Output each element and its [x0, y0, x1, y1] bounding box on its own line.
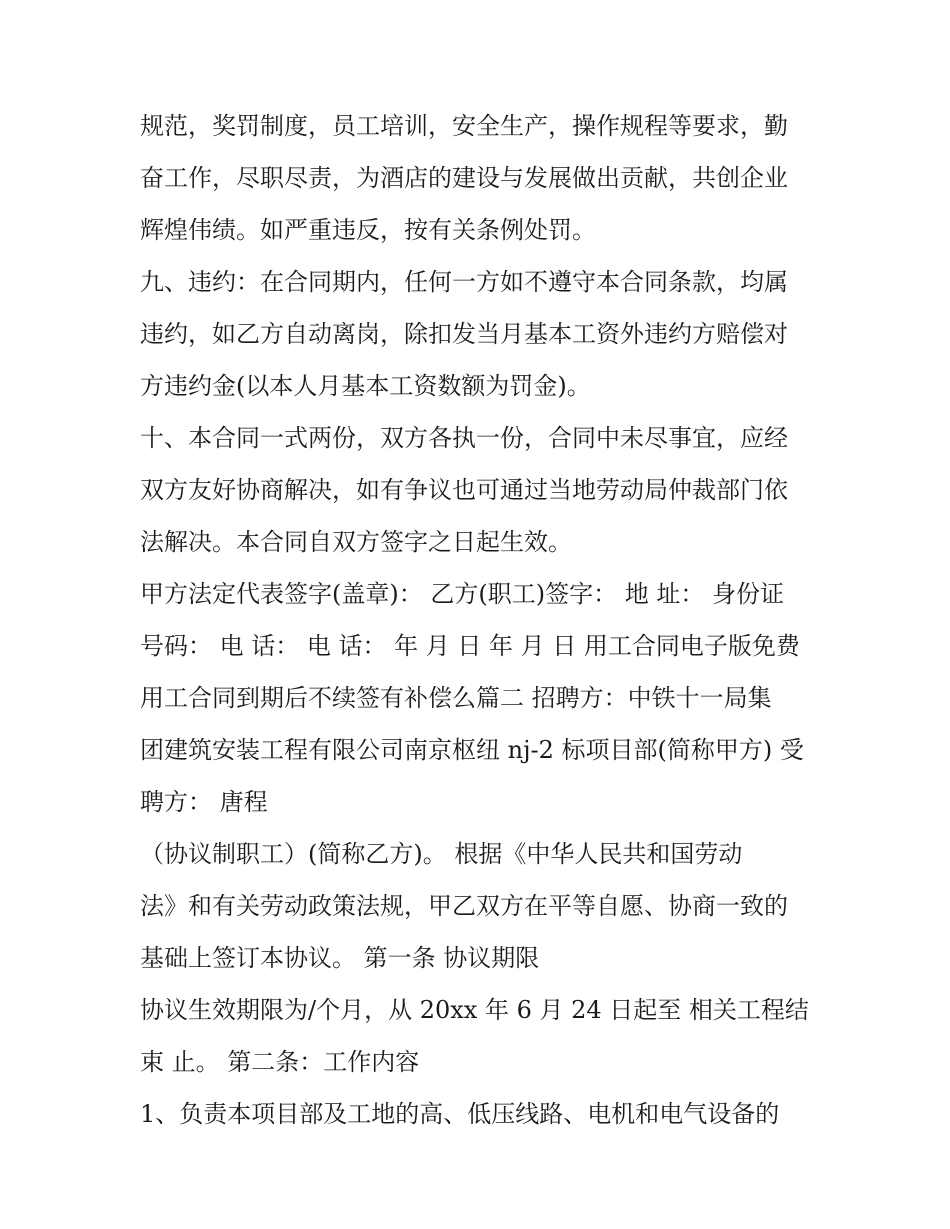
text-line: 辉煌伟绩。如严重违反，按有关条例处罚。 [140, 216, 596, 244]
text-line: 法》和有关劳动政策法规，甲乙双方在平等自愿、协商一致的 [140, 892, 788, 920]
text-line: 号码： 电 话： 电 话： 年 月 日 年 月 日 用工合同电子版免费 [140, 632, 800, 660]
text-line: 团建筑安装工程有限公司南京枢纽 nj-2 标项目部(简称甲方) 受 [140, 736, 804, 764]
text-line: 奋工作，尽职尽责，为酒店的建设与发展做出贡献，共创企业 [140, 164, 788, 192]
text-line: 九、违约：在合同期内，任何一方如不遵守本合同条款，均属 [140, 268, 788, 296]
text-line: 十、本合同一式两份，双方各执一份，合同中未尽事宜，应经 [140, 424, 788, 452]
text-line: 1、负责本项目部及工地的高、低压线路、电机和电气设备的 [140, 1100, 780, 1128]
text-line: 违约，如乙方自动离岗，除扣发当月基本工资外违约方赔偿对 [140, 320, 788, 348]
text-line: 协议生效期限为/个月，从 20xx 年 6 月 24 日起至 相关工程结 [140, 996, 809, 1024]
text-line: 方违约金(以本人月基本工资数额为罚金)。 [140, 372, 591, 400]
text-line: 双方友好协商解决，如有争议也可通过当地劳动局仲裁部门依 [140, 476, 788, 504]
text-line: 规范，奖罚制度，员工培训，安全生产，操作规程等要求，勤 [140, 112, 788, 140]
text-line: 聘方： 唐程 [140, 788, 268, 816]
text-line: 甲方法定代表签字(盖章)： 乙方(职工)签字： 地 址： 身份证 [140, 580, 784, 608]
text-line: （协议制职工）(简称乙方)。 根据《中华人民共和国劳动 [140, 840, 743, 868]
text-line: 法解决。本合同自双方签字之日起生效。 [140, 528, 572, 556]
text-line: 束 止。 第二条：工作内容 [140, 1048, 420, 1076]
text-line: 基础上签订本协议。 第一条 协议期限 [140, 944, 540, 972]
text-line: 用工合同到期后不续签有补偿么篇二 招聘方：中铁十一局集 [140, 684, 772, 712]
